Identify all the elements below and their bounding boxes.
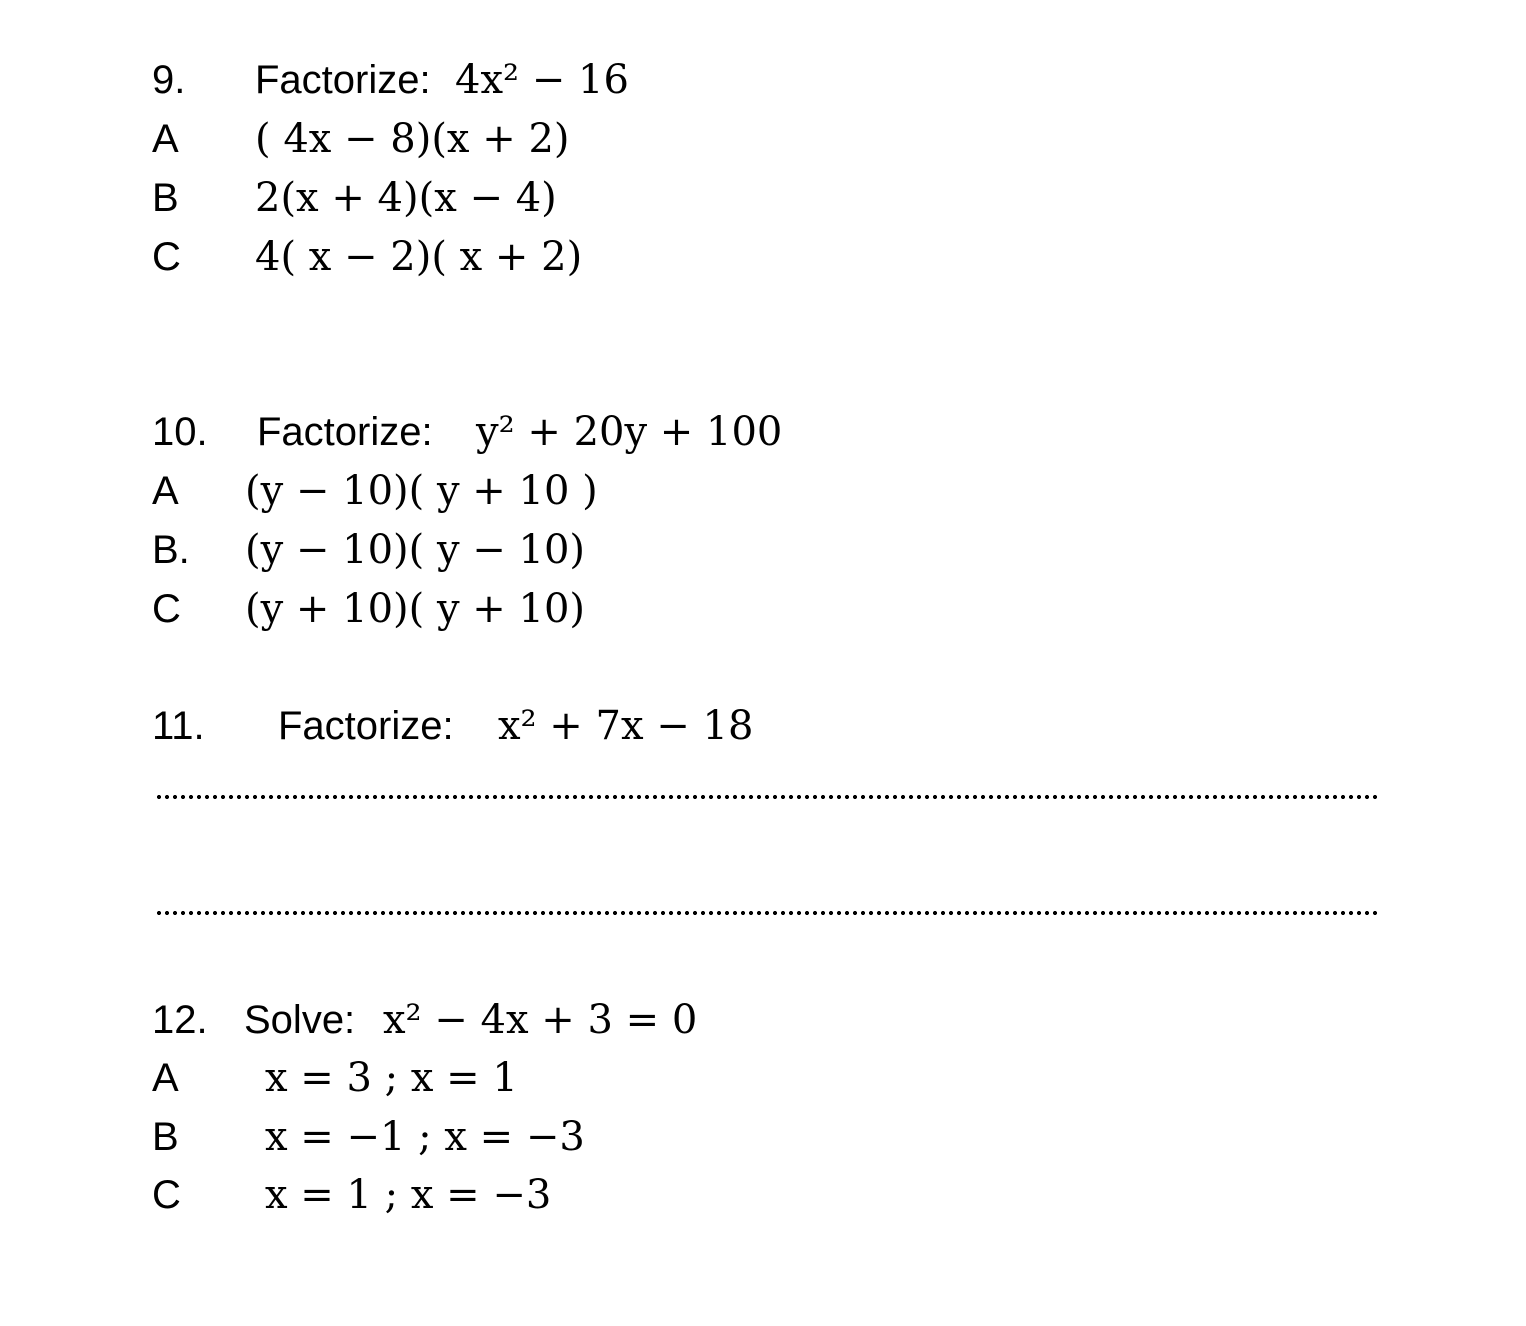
question-expression: x² + 7x − 18 — [498, 703, 754, 749]
option-label: C — [152, 587, 181, 631]
question-prompt: Factorize: — [257, 410, 433, 454]
question-expression: y² + 20y + 100 — [476, 409, 783, 455]
question-prompt: Factorize: — [278, 704, 454, 748]
option-text: x = 1 ; x = −3 — [265, 1172, 552, 1218]
option-text: 2(x + 4)(x − 4) — [255, 175, 557, 221]
question-number: 10. — [152, 410, 208, 454]
option-label: B — [152, 1115, 179, 1159]
answer-line-1[interactable] — [155, 794, 1377, 800]
option-text: (y + 10)( y + 10) — [245, 586, 586, 632]
option-label: A — [152, 1056, 179, 1100]
question-number: 12. — [152, 998, 208, 1042]
question-prompt: Solve: — [244, 998, 356, 1042]
option-text: 4( x − 2)( x + 2) — [255, 234, 583, 280]
option-text: (y − 10)( y + 10 ) — [245, 468, 598, 514]
question-number: 11. — [152, 704, 205, 748]
option-label: B. — [152, 528, 190, 572]
option-text: x = −1 ; x = −3 — [265, 1114, 585, 1160]
question-expression: 4x² − 16 — [455, 57, 629, 103]
option-label: A — [152, 469, 179, 513]
answer-line-2[interactable] — [155, 910, 1377, 916]
question-number: 9. — [152, 58, 186, 102]
question-prompt: Factorize: — [255, 58, 431, 102]
option-text: (y − 10)( y − 10) — [245, 527, 586, 573]
question-expression: x² − 4x + 3 = 0 — [383, 997, 698, 1043]
option-text: ( 4x − 8)(x + 2) — [255, 116, 570, 162]
option-label: B — [152, 176, 179, 220]
option-label: C — [152, 235, 181, 279]
option-label: A — [152, 117, 179, 161]
option-label: C — [152, 1173, 181, 1217]
option-text: x = 3 ; x = 1 — [265, 1055, 518, 1101]
